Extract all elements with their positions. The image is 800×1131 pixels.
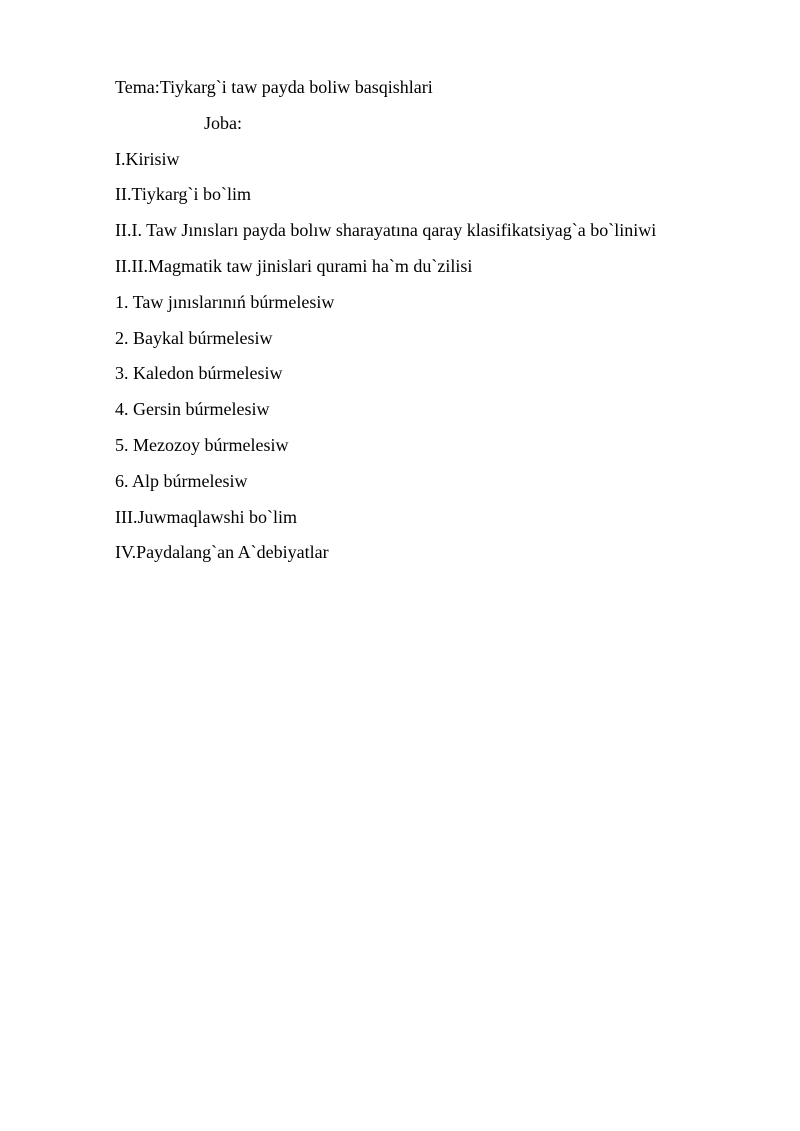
document-title: Tema:Tiykarg`i taw payda boliw basqishlari	[115, 77, 433, 97]
plan-item-conclusion: III.Juwmaqlawshi bo`lim	[115, 506, 297, 527]
plan-item-classification: II.I. Taw Jınısları payda bolıw sharayatına qaray klasifikatsiyag`a bo`liniwi	[115, 220, 657, 241]
plan-item-main-section: II.Tiykarg`i bo`lim	[115, 184, 252, 205]
plan-item-gersin: 4. Gersin búrmelesiw	[115, 399, 270, 420]
plan-label: Joba:	[204, 112, 242, 133]
plan-item-alp: 6. Alp búrmelesiw	[115, 470, 248, 491]
plan-item-mezozoy: 5. Mezozoy búrmelesiw	[115, 434, 289, 455]
plan-item-references: IV.Paydalang`an A`debiyatlar	[115, 542, 329, 563]
plan-item-kaledon: 3. Kaledon búrmelesiw	[115, 363, 283, 384]
document-body	[115, 74, 755, 575]
plan-item-intro: I.Kirisiw	[115, 148, 180, 169]
plan-item-folding: 1. Taw jınıslarınıń búrmelesiw	[115, 291, 335, 312]
plan-item-baykal: 2. Baykal búrmelesiw	[115, 327, 273, 348]
plan-item-magmatic: II.II.Magmatik taw jinislari qurami ha`m du`zilisi	[115, 255, 473, 276]
